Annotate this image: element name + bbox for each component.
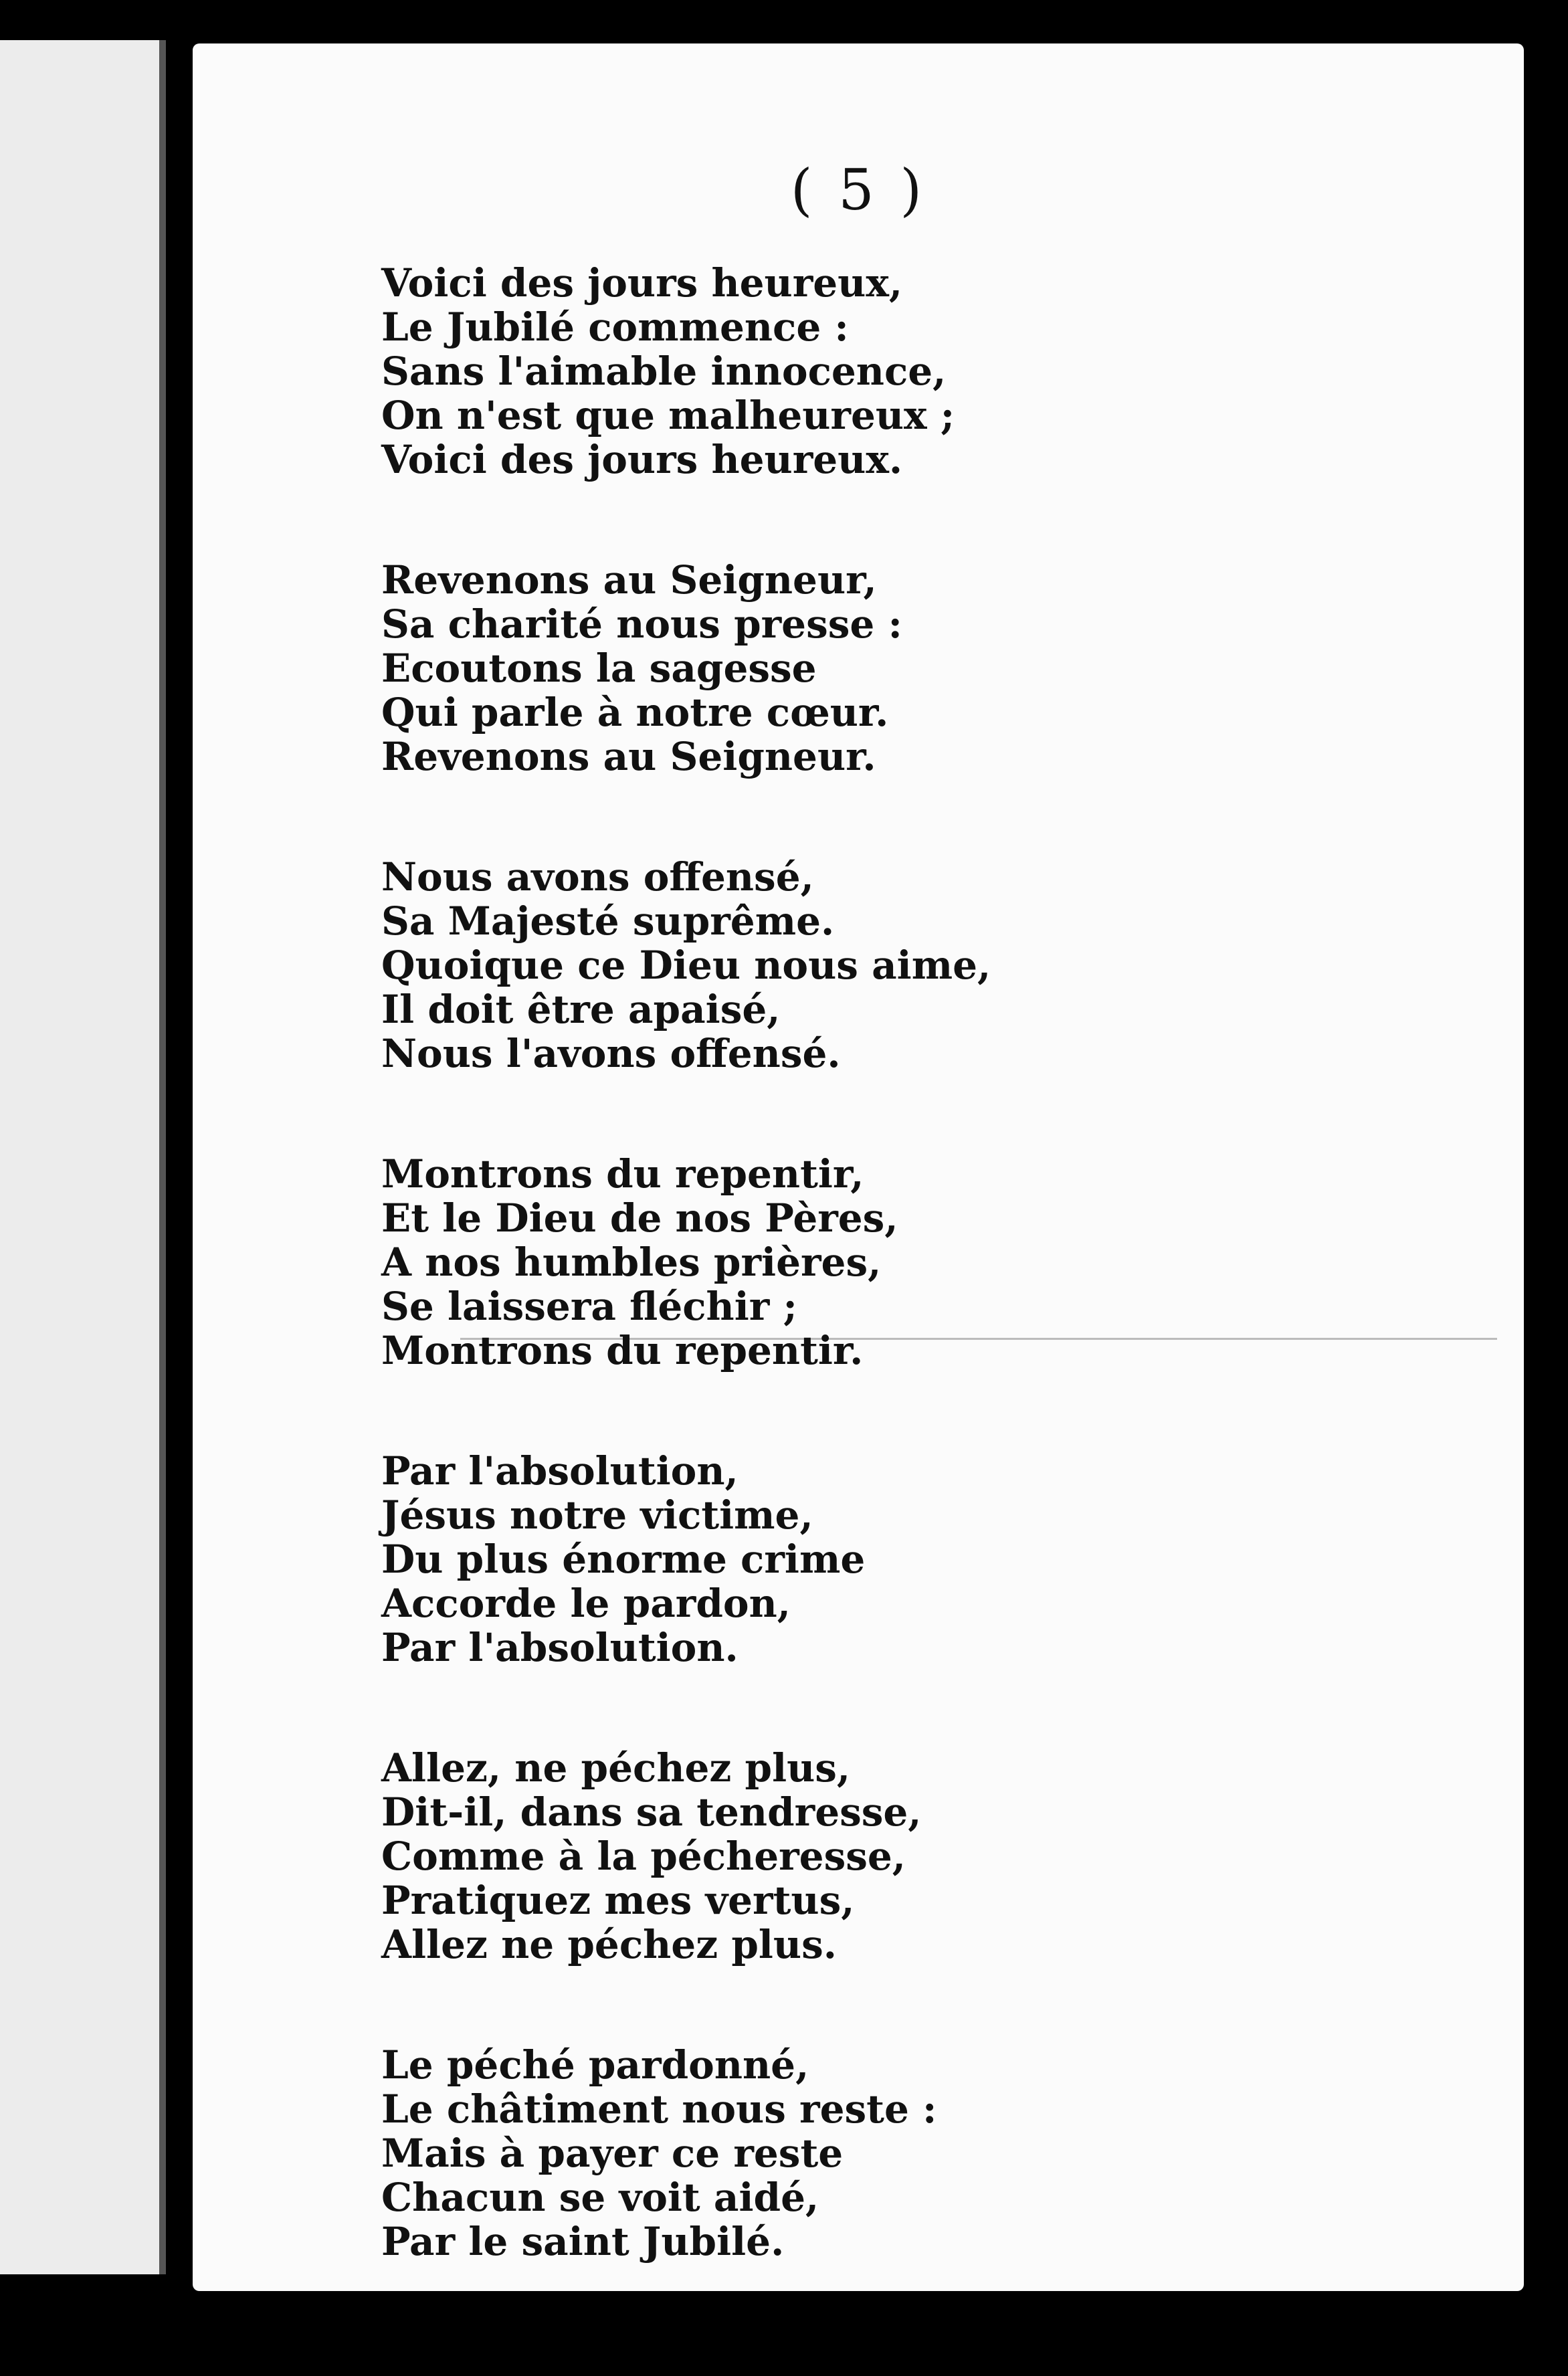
stanza-5 (381, 1449, 1452, 1670)
verse-line: Du plus énorme crime (381, 1537, 866, 1582)
verse-line: Jésus notre victime, (381, 1492, 813, 1538)
verse-line: Le péché pardonné, (381, 2042, 809, 2088)
verse-line: Par le saint Jubilé. (381, 2219, 785, 2264)
verse-line: Dit-il, dans sa tendresse, (381, 1789, 922, 1835)
verse-line: Sa charité nous presse : (381, 601, 902, 647)
verse-line: Qui parle à notre cœur. (381, 690, 889, 735)
book-page (193, 43, 1524, 2291)
verse-line: Ecoutons la sagesse (381, 646, 817, 691)
verse-line: Sans l'aimable innocence, (381, 349, 947, 394)
verse-line: Voici des jours heureux, (381, 260, 903, 306)
verse-line: Par l'absolution. (381, 1625, 739, 1670)
stanza-2 (381, 558, 1452, 779)
poem (381, 261, 1452, 2340)
facing-page-edge (0, 40, 166, 2274)
stanza-7 (381, 2043, 1452, 2264)
verse-line: Et le Dieu de nos Pères, (381, 1195, 898, 1241)
stanza-6 (381, 1746, 1452, 1967)
verse-line: Voici des jours heureux. (381, 437, 903, 482)
verse-line: Se laissera fléchir ; (381, 1284, 797, 1329)
verse-line: Montrons du repentir, (381, 1151, 864, 1197)
verse-line: Revenons au Seigneur, (381, 557, 877, 603)
verse-line: Accorde le pardon, (381, 1581, 791, 1626)
verse-line: Le châtiment nous reste : (381, 2086, 937, 2132)
verse-line: A nos humbles prières, (381, 1240, 882, 1285)
stanza-3 (381, 855, 1452, 1076)
verse-line: Quoique ce Dieu nous aime, (381, 943, 991, 988)
verse-line: Comme à la pécheresse, (381, 1834, 906, 1879)
verse-line: Allez, ne péchez plus, (381, 1745, 851, 1791)
verse-line: Nous l'avons offensé. (381, 1031, 841, 1076)
verse-line: Pratiquez mes vertus, (381, 1878, 855, 1923)
verse-line: On n'est que malheureux ; (381, 393, 955, 438)
verse-line: Montrons du repentir. (381, 1328, 864, 1373)
verse-line: Revenons au Seigneur. (381, 734, 876, 779)
verse-line: Le Jubilé commence : (381, 304, 849, 350)
stanza-4 (381, 1152, 1452, 1373)
verse-line: Allez ne péchez plus. (381, 1922, 837, 1967)
verse-line: Nous avons offensé, (381, 854, 814, 900)
stanza-1 (381, 261, 1452, 482)
page-number: ( 5 ) (790, 157, 926, 223)
verse-line: Il doit être apaisé, (381, 987, 781, 1032)
verse-line: Chacun se voit aidé, (381, 2175, 819, 2220)
verse-line: Sa Majesté suprême. (381, 898, 835, 944)
verse-line: Mais à payer ce reste (381, 2131, 844, 2176)
verse-line: Par l'absolution, (381, 1448, 739, 1494)
